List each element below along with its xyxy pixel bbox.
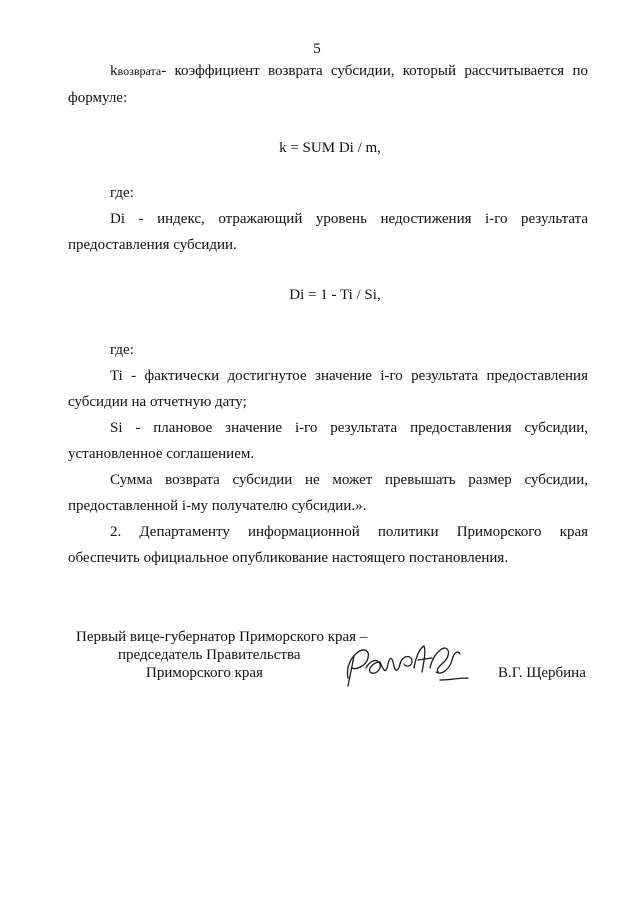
page-number: 5	[313, 41, 321, 57]
para-sum-line2: предоставленной i-му получателю субсидии.».	[68, 498, 367, 514]
para-k-line2: формуле:	[68, 90, 128, 106]
formula-k: k = SUM Di / m,	[279, 140, 381, 156]
k-symbol: k	[110, 63, 118, 79]
signatory-title-line2: председатель Правительства	[118, 647, 301, 663]
para-k-line1	[110, 62, 588, 80]
para-ti-line1: Ti - фактически достигнутое значение i-го результата предоставления	[110, 368, 588, 384]
k-subscript: возврата	[117, 64, 162, 78]
signatory-name: В.Г. Щербина	[498, 665, 586, 681]
where-label-1: где:	[110, 185, 134, 201]
formula-di: Di = 1 - Ti / Si,	[289, 287, 381, 303]
para-si-line1: Si - плановое значение i-го результата предоставления субсидии,	[110, 420, 588, 436]
para-di-line2: предоставления субсидии.	[68, 237, 237, 253]
para-sum-line1: Сумма возврата субсидии не может превышать размер субсидии,	[110, 472, 588, 488]
para-ti-line2: субсидии на отчетную дату;	[68, 394, 247, 410]
para-k-line1-text: - коэффициент возврата субсидии, который рассчитывается по	[161, 63, 588, 79]
para-di-line1: Di - индекс, отражающий уровень недостижения i-го результата	[110, 211, 588, 227]
para-si-line2: установленное соглашением.	[68, 446, 255, 462]
para-2-line2: обеспечить официальное опубликование настоящего постановления.	[68, 550, 509, 566]
where-label-2: где:	[110, 342, 134, 358]
para-2-line1: 2. Департаменту информационной политики Приморского края	[110, 524, 588, 540]
signatory-title-line1: Первый вице-губернатор Приморского края –	[76, 629, 368, 645]
signatory-title-line3: Приморского края	[146, 665, 263, 681]
handwritten-signature	[340, 638, 470, 698]
